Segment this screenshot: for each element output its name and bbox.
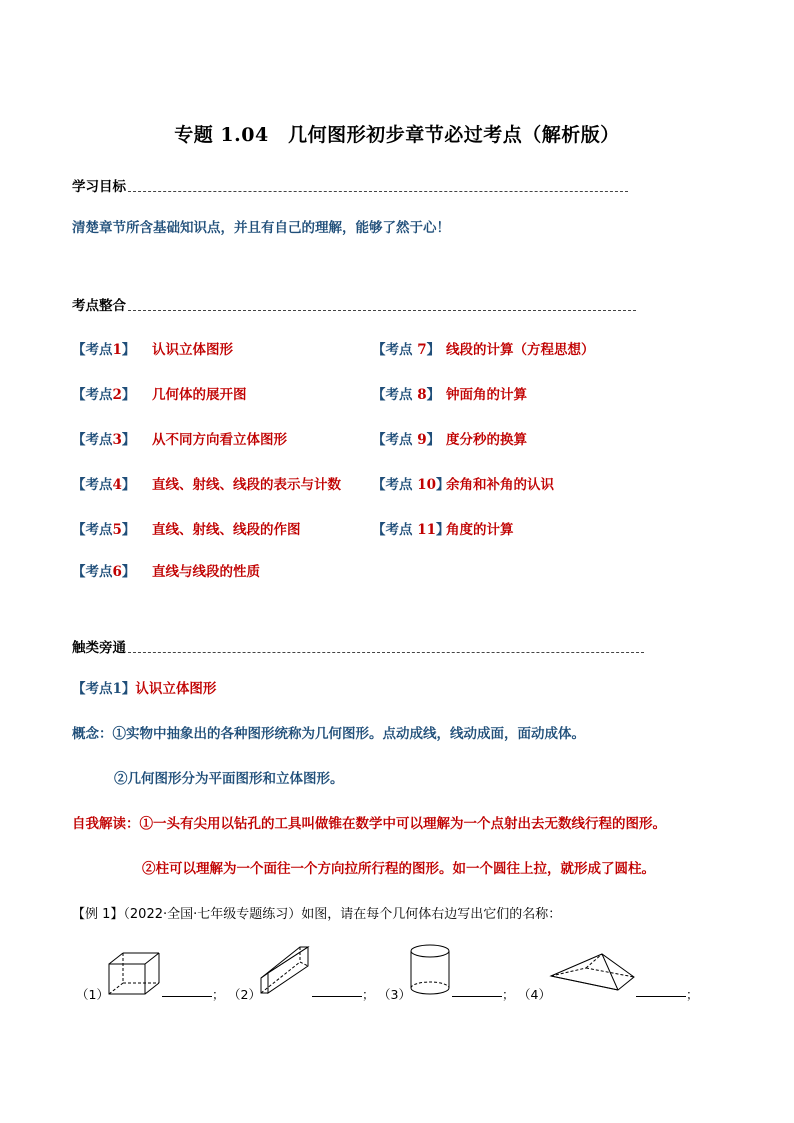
section-practice-heading: [72, 636, 644, 656]
heading-rule: [128, 652, 644, 653]
concept-line-2: ②几何图形分为平面图形和立体图形。: [114, 771, 344, 787]
point-item-11: 【考点 11】 角度的计算: [372, 522, 514, 538]
point-item-2: 【考点2】 几何体的展开图: [72, 387, 247, 403]
heading-rule: [128, 191, 628, 192]
separator-3: ；: [502, 987, 515, 1002]
page-title: 专题 1.04 几何图形初步章节必过考点（解析版）: [174, 124, 620, 146]
section-objective-heading: [72, 175, 628, 195]
figure-label-1: （1）: [76, 987, 109, 1002]
point-item-1: 【考点1】 认识立体图形: [72, 342, 233, 358]
objective-text: 清楚章节所含基础知识点，并且有自己的理解，能够了然于心！: [72, 220, 450, 236]
cuboid-figure: [258, 944, 314, 996]
pyramid-figure: [548, 950, 638, 994]
figure-label-4: （4）: [518, 987, 551, 1002]
point-item-7: 【考点 7】 线段的计算（方程思想）: [372, 342, 595, 358]
answer-blank-3[interactable]: [452, 984, 502, 997]
heading-rule: [128, 310, 636, 311]
points-heading-text: 考点整合: [72, 298, 126, 314]
separator-2: ；: [362, 987, 375, 1002]
point-item-10: 【考点 10】 余角和补角的认识: [372, 477, 554, 493]
practice-point-title: 【考点1】认识立体图形: [72, 681, 217, 697]
cube-figure: [106, 950, 162, 996]
answer-blank-4[interactable]: [636, 984, 686, 997]
section-points-heading: [72, 294, 636, 314]
figure-label-3: （3）: [378, 987, 411, 1002]
practice-heading-text: 触类旁通: [72, 640, 126, 656]
self-interpret-line-2: ②柱可以理解为一个面往一个方向拉所行程的图形。如一个圆往上拉，就形成了圆柱。: [142, 861, 655, 877]
example-question: 【例 1】（2022·全国·七年级专题练习）如图，请在每个几何体右边写出它们的名称：: [72, 907, 562, 922]
figure-label-2: （2）: [228, 987, 261, 1002]
point-item-5: 【考点5】 直线、射线、线段的作图: [72, 522, 301, 538]
point-item-9: 【考点 9】 度分秒的换算: [372, 432, 527, 448]
self-interpret-line-1: 自我解读：①一头有尖用以钻孔的工具叫做锥在数学中可以理解为一个点射出去无数线行程的图形。: [72, 816, 666, 832]
answer-blank-1[interactable]: [162, 984, 212, 997]
separator-1: ；: [212, 987, 225, 1002]
concept-line-1: 概念：①实物中抽象出的各种图形统称为几何图形。点动成线，线动成面，面动成体。: [72, 726, 585, 742]
point-item-8: 【考点 8】 钟面角的计算: [372, 387, 527, 403]
answer-blank-2[interactable]: [312, 984, 362, 997]
point-item-6: 【考点6】 直线与线段的性质: [72, 564, 260, 580]
separator-4: ；: [686, 987, 699, 1002]
point-item-4: 【考点4】 直线、射线、线段的表示与计数: [72, 477, 341, 493]
cylinder-figure: [408, 942, 452, 998]
point-item-3: 【考点3】 从不同方向看立体图形: [72, 432, 287, 448]
objective-heading-text: 学习目标: [72, 179, 126, 195]
